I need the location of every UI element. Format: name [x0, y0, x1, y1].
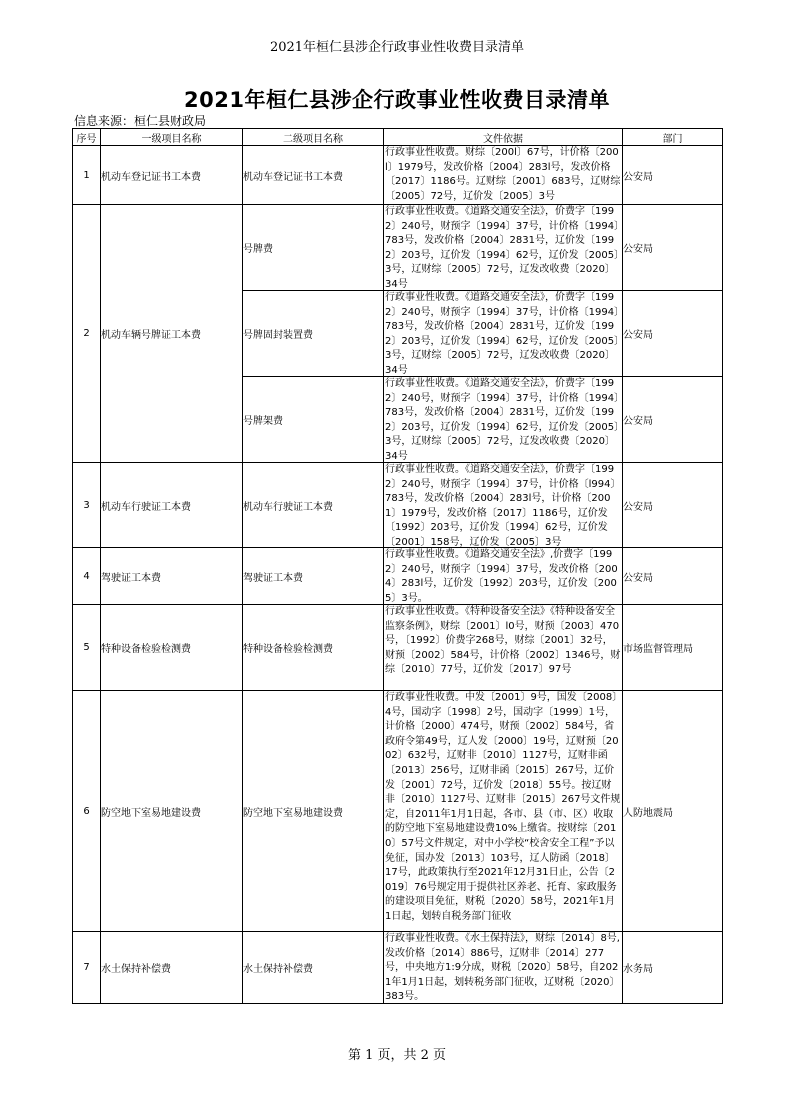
- department: 公安局: [623, 146, 723, 205]
- col-header-no: 序号: [73, 129, 101, 146]
- legal-basis: 行政事业性收费。《道路交通安全法》，价费字〔1992〕240号，财预字〔1994〕37号，计价格〔1994〕783号，发改价格〔2004〕2831号，辽价发〔1992〕203号，辽价发〔1994〕62号，辽价发〔2005〕3号，辽财综〔2005〕72号，辽发改收费〔2020〕34号: [385, 378, 620, 462]
- level1-name: 机动车登记证书工本费: [101, 146, 243, 205]
- level1-name: 特种设备检验检测费: [101, 605, 243, 691]
- level2-name: 机动车行驶证工本费: [243, 463, 384, 548]
- page-header: 2021年桓仁县涉企行政事业性收费目录清单: [269, 40, 525, 55]
- row-number: 4: [73, 548, 101, 605]
- fee-catalog-table: [72, 128, 723, 1004]
- row-number: 5: [73, 605, 101, 691]
- col-header-level1: 一级项目名称: [101, 129, 243, 146]
- table-row: [73, 548, 723, 605]
- row-number: 3: [73, 463, 101, 548]
- level2-name: 防空地下室易地建设费: [243, 691, 384, 932]
- row-number: 2: [73, 205, 101, 463]
- level2-name: 驾驶证工本费: [243, 548, 384, 605]
- table-row: [73, 463, 723, 548]
- level2-name: 特种设备检验检测费: [243, 605, 384, 691]
- table-row: [73, 691, 723, 932]
- row-number: 1: [73, 146, 101, 205]
- level2-name: 水土保持补偿费: [243, 932, 384, 1004]
- col-header-basis: 文件依据: [384, 129, 623, 146]
- table-row: [73, 146, 723, 205]
- level2-name: 号牌架费: [243, 377, 384, 463]
- level1-name: 防空地下室易地建设费: [101, 691, 243, 932]
- department: 公安局: [623, 463, 723, 548]
- department: 公安局: [623, 377, 723, 463]
- legal-basis: 行政事业性收费。《道路交通安全法》，价费字〔1992〕240号，财预字〔1994〕37号，计价格〔l994〕783号，发改价格〔2004〕283l号，计价格〔2001〕1979号，发改价格〔2017〕1186号，辽价发〔1992〕203号，辽价发〔1994〕62号，辽价发〔2001〕158号，辽价发〔2005〕3号: [385, 464, 621, 547]
- document-title: 2021年桓仁县涉企行政事业性收费目录清单: [184, 88, 610, 112]
- page-footer: 第 1 页，共 2 页: [347, 1048, 447, 1063]
- legal-basis: 行政事业性收费。《道路交通安全法》,价费字〔1992〕240号，财预字〔1994〕37号，发改价格〔2004〕283l号，辽价发〔1992〕203号，辽价发〔2005〕3号。: [385, 549, 618, 604]
- info-source: 信息来源：桓仁县财政局: [74, 114, 207, 128]
- level1-name: 机动车辆号牌证工本费: [101, 205, 243, 463]
- legal-basis: 行政事业性收费。《水土保持法》，财综〔2014〕8号,发改价格〔2014〕886号，辽财非〔2014〕277号，中央地方1:9分成，财税〔2020〕58号，自2021年1月1日起，划转税务部门征收，辽财税〔2020〕383号。: [385, 933, 620, 1003]
- legal-basis: 行政事业性收费。《道路交通安全法》，价费字〔1992〕240号，财预字〔1994〕37号，计价格〔1994〕783号，发改价格〔2004〕2831号，辽价发〔1992〕203号，辽价发〔1994〕62号，辽价发〔2005〕3号，辽财综〔2005〕72号，辽发改收费〔2020〕34号: [385, 292, 620, 376]
- table-row: [73, 932, 723, 1004]
- level1-name: 驾驶证工本费: [101, 548, 243, 605]
- legal-basis: 行政事业性收费。《道路交通安全法》，价费字〔1992〕240号，财预字〔1994〕37号，计价格〔1994〕783号，发改价格〔2004〕2831号，辽价发〔1992〕203号，辽价发〔1994〕62号，辽价发〔2005〕3号，辽财综〔2005〕72号，辽发改收费〔2020〕34号: [385, 206, 620, 290]
- table-row: [73, 205, 723, 291]
- level2-name: 机动车登记证书工本费: [243, 146, 384, 205]
- department: 公安局: [623, 291, 723, 377]
- department: 公安局: [623, 205, 723, 291]
- level1-name: 机动车行驶证工本费: [101, 463, 243, 548]
- row-number: 6: [73, 691, 101, 932]
- legal-basis: 行政事业性收费。中发〔2001〕9号，国发〔2008〕4号，国动字〔1998〕2号，国动字〔1999〕1号，计价格〔2000〕474号，财预〔2002〕584号，省政府令第49号，辽人发〔2000〕19号，辽财预〔2002〕632号，辽财非〔2010〕1127号，辽财非函〔2013〕256号，辽财非函〔2015〕267号，辽价发〔2001〕72号，辽价发〔2018〕55号。按辽财非〔2010〕1127号、辽财非〔2015〕267号文件规定，自2011年1月1日起，各市、县（市、区）收取的防空地下室易地建设费10%上缴省。按财综〔2010〕57号文件规定，对中小学校“校舍安全工程”予以免征，国办发〔2013〕103号，辽人防函〔2018〕17号，此政策执行至2021年12月31日止，公告〔2019〕76号规定用于提供社区养老、托育、家政服务的建设项目免征，财税〔2020〕58号，2021年1月1日起，划转自税务部门征收: [385, 692, 621, 922]
- department: 水务局: [623, 932, 723, 1004]
- col-header-level2: 二级项目名称: [243, 129, 384, 146]
- level1-name: 水土保持补偿费: [101, 932, 243, 1004]
- col-header-dept: 部门: [623, 129, 723, 146]
- legal-basis: 行政事业性收费。财综〔200l〕67号，计价格〔200l〕1979号，发改价格〔2004〕283l号，发改价格〔2017〕1186号。辽财综〔2001〕683号，辽财综〔2005〕72号，辽价发〔2005〕3号: [385, 147, 621, 202]
- level2-name: 号牌费: [243, 205, 384, 291]
- department: 市场监督管理局: [623, 605, 723, 691]
- department: 公安局: [623, 548, 723, 605]
- table-header-row: [73, 129, 723, 146]
- row-number: 7: [73, 932, 101, 1004]
- legal-basis: 行政事业性收费。《特种设备安全法》《特种设备安全监察条例》，财综〔2001〕l0号，财预〔2003〕470号，〔1992〕价费字268号，财综〔2001〕32号，财预〔2002〕584号，计价格〔2002〕1346号，财综〔2010〕77号，辽价发〔2017〕97号: [385, 606, 621, 676]
- level2-name: 号牌固封装置费: [243, 291, 384, 377]
- department: 人防地震局: [623, 691, 723, 932]
- table-row: [73, 605, 723, 691]
